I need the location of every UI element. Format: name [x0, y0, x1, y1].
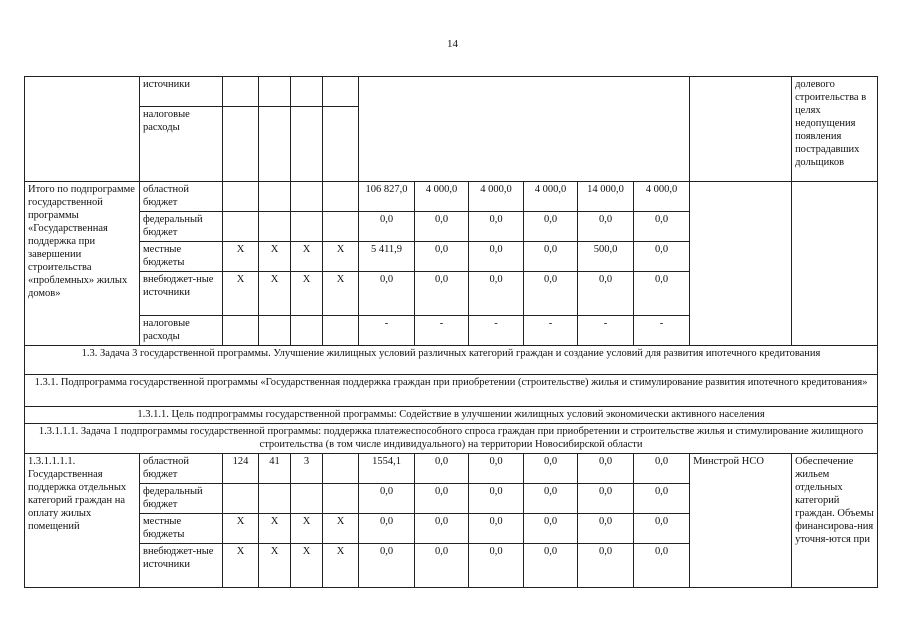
table-row: [25, 407, 878, 424]
table-row: местные бюджеты X X X X 0,0 0,0 0,0 0,0 0,0 0,0: [25, 514, 878, 544]
source-cell: областной бюджет: [140, 182, 223, 212]
table-row: федеральный бюджет 0,0 0,0 0,0 0,0 0,0 0,0: [25, 212, 878, 242]
table-row: [25, 375, 878, 407]
itogo-label: Итого по подпрограмме государственной программы «Государственная поддержка при завершении строительства «проблемных» жилых домов»: [25, 182, 140, 346]
source-cell: федеральный бюджет: [140, 212, 223, 242]
table-row: Итого по подпрограмме государственной программы «Государственная поддержка при завершении строительства «проблемных» жилых домов» областной бюджет 106 827,0 4 000,0 4 000,0 4 000,0 14 000,0 4 000,0: [25, 182, 878, 212]
table-row: [25, 424, 878, 454]
budget-table: [24, 76, 878, 588]
source-cell: местные бюджеты: [140, 514, 223, 544]
source-cell: федеральный бюджет: [140, 484, 223, 514]
table-row: 1.3.1.1.1.1. Государственная поддержка отдельных категорий граждан на оплату жилых помещений областной бюджет 124 41 3 1554,1 0,0 0,0 0,0 0,0 0,0 Минстрой НСО Обеспечение жильем отдельных категорий граждан. Объемы финансирова-ния уточня-ются при: [25, 454, 878, 484]
table-row: федеральный бюджет 0,0 0,0 0,0 0,0 0,0 0,0: [25, 484, 878, 514]
executor-cell: Минстрой НСО: [690, 454, 792, 588]
task1-header: 1.3.1.1.1. Задача 1 подпрограммы государственной программы: поддержка платежеспособного спроса граждан при приобретении и строительстве жилья и стимулирование жилищного строительства (в том числе индивидуального) на территории Новосибирской области: [25, 424, 878, 454]
subprogram-header: 1.3.1. Подпрограмма государственной программы «Государственная поддержка граждан при приобретении (строительстве) жилья и стимулирование развития ипотечного кредитования»: [25, 375, 878, 407]
task3-header: 1.3. Задача 3 государственной программы. Улучшение жилищных условий различных категорий граждан и создание условий для развития ипотечного кредитования: [25, 346, 878, 375]
result-cell: Обеспечение жильем отдельных категорий граждан. Объемы финансирова-ния уточня-ются при: [792, 454, 878, 588]
page-number: 14: [447, 38, 458, 50]
source-cell: областной бюджет: [140, 454, 223, 484]
table-row: [25, 346, 878, 375]
purpose-cell: долевого строительства в целях недопущения появления пострадавших дольщиков: [792, 77, 878, 182]
table-row: [25, 77, 878, 107]
source-cell: налоговые расходы: [140, 107, 223, 182]
table-row: внебюджет-ные источники X X X X 0,0 0,0 0,0 0,0 0,0 0,0: [25, 544, 878, 588]
measure-label: 1.3.1.1.1.1. Государственная поддержка отдельных категорий граждан на оплату жилых помещений: [25, 454, 140, 588]
source-cell: внебюджет-ные источники: [140, 272, 223, 316]
table-row: налоговые расходы - - - - - -: [25, 316, 878, 346]
source-cell: местные бюджеты: [140, 242, 223, 272]
table-row: внебюджет-ные источники X X X X 0,0 0,0 0,0 0,0 0,0 0,0: [25, 272, 878, 316]
source-cell: налоговые расходы: [140, 316, 223, 346]
source-cell: внебюджет-ные источники: [140, 544, 223, 588]
table-row: местные бюджеты X X X X 5 411,9 0,0 0,0 0,0 500,0 0,0: [25, 242, 878, 272]
source-cell: источники: [140, 77, 223, 107]
goal-header: 1.3.1.1. Цель подпрограммы государственной программы: Содействие в улучшении жилищных условий экономически активного населения: [25, 407, 878, 424]
